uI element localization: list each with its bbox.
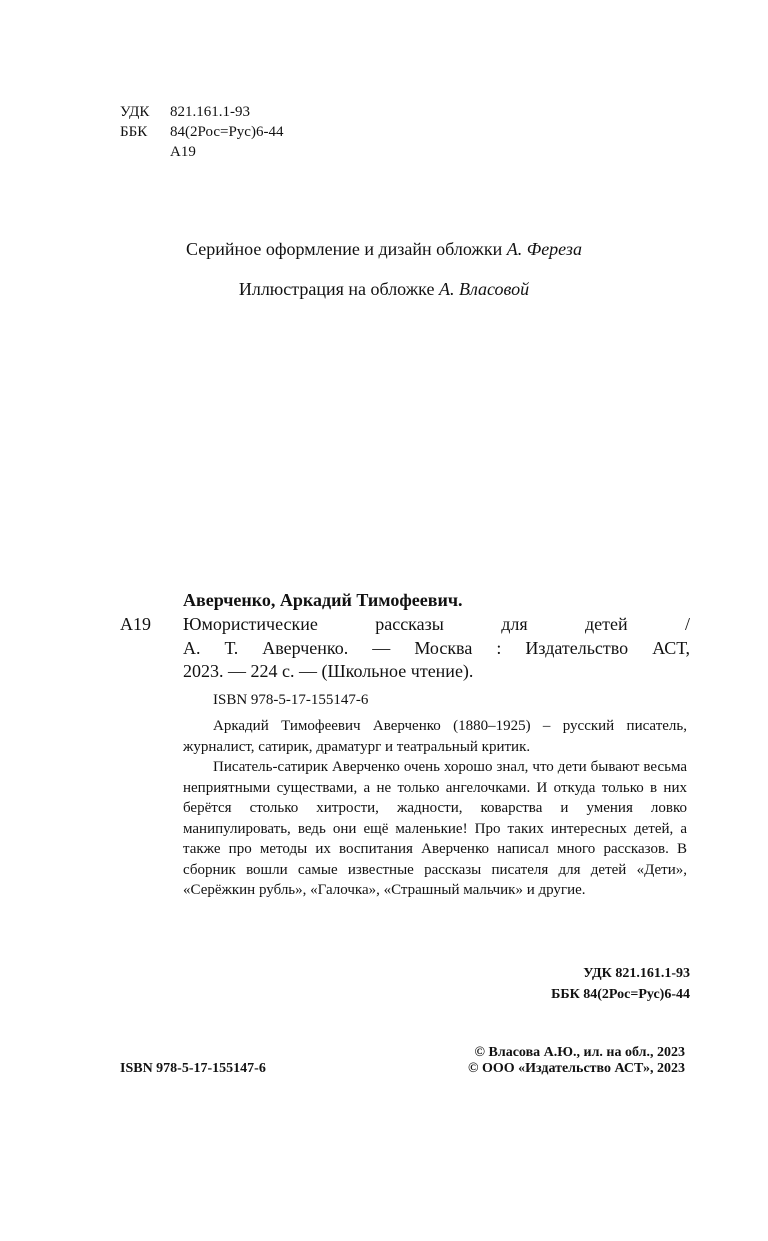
udk-code: УДК 821.161.1-93 xyxy=(583,966,690,981)
isbn-entry: ISBN 978-5-17-155147-6 xyxy=(213,692,369,708)
copyright-illustration: © Власова А.Ю., ил. на обл., 2023 xyxy=(474,1045,685,1060)
abstract-paragraph-2: Писатель-сатирик Аверченко очень хорошо знал, что дети бывают весьма неприятными существами, а не только ангелочками. И откуда только в них берётся столько хитрости, жадности, коварства и умения ловко манипулировать, ведь они ещё маленькие! Про таких интересных детей, а также про методы их воспитания Аверченко написал много рассказов. В сборник вошли самые известные рассказы писателя для детей «Дети», «Серёжкин рубль», «Галочка», «Страшный мальчик» и другие. xyxy=(183,759,687,898)
bbk-label: ББК xyxy=(120,124,148,140)
author-heading: Аверченко, Аркадий Тимофеевич. xyxy=(183,590,463,610)
udk-line xyxy=(120,103,250,121)
title-line-1: Юмористические рассказы для детей / xyxy=(183,614,690,634)
illustration-prefix: Иллюстрация на обложке xyxy=(238,279,439,299)
series-designer-name: А. Фереза xyxy=(506,239,582,259)
title-line-2: А. Т. Аверченко. — Москва : Издательство АСТ, xyxy=(183,638,690,658)
abstract xyxy=(183,716,687,901)
udk-label: УДК xyxy=(120,104,150,120)
illustrator-name: А. Власовой xyxy=(438,279,530,299)
illustration-credit xyxy=(0,279,768,300)
udk-value: 821.161.1-93 xyxy=(170,104,250,120)
abstract-paragraph-1: Аркадий Тимофеевич Аверченко (1880–1925) – русский писатель, журналист, сатирик, драматург и театральный критик. xyxy=(183,718,687,755)
title-line-3: 2023. — 224 с. — (Школьное чтение). xyxy=(183,661,474,681)
footer-isbn: ISBN 978-5-17-155147-6 xyxy=(120,1061,266,1076)
series-design-prefix: Серийное оформление и дизайн обложки xyxy=(186,239,507,259)
author-mark-top: А19 xyxy=(170,144,196,160)
bbk-value: 84(2Рос=Рус)6-44 xyxy=(170,124,284,140)
bbk-code: ББК 84(2Рос=Рус)6-44 xyxy=(551,987,690,1002)
copyright-publisher: © ООО «Издательство АСТ», 2023 xyxy=(467,1061,685,1076)
series-design-credit xyxy=(0,239,768,260)
bbk-line xyxy=(120,123,283,141)
author-mark: А19 xyxy=(120,614,151,634)
